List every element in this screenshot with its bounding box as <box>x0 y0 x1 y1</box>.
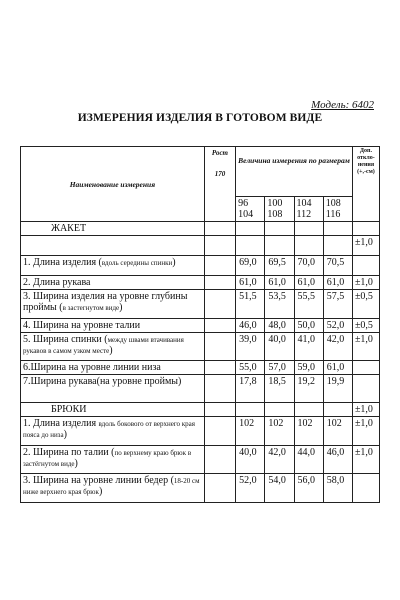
measurement-paren: ) <box>98 486 103 497</box>
measurement-note: вдоль бокового от верхнего края пояса до низа <box>23 420 196 439</box>
rost-cell <box>204 276 235 290</box>
size-measurement: 19,2 <box>294 375 323 403</box>
rost-cell <box>204 474 235 503</box>
size-value: 112 <box>296 209 312 220</box>
section-row <box>21 222 380 236</box>
size-measurement: 55,5 <box>294 290 323 319</box>
measurement-label: 1. Длина изделия <box>23 418 99 429</box>
table-body <box>21 222 380 503</box>
table-row <box>21 446 380 474</box>
size-measurement: 54,0 <box>265 474 294 503</box>
size-measurement: 102 <box>323 417 352 446</box>
table-row <box>21 319 380 333</box>
header-dop: Доп. откло-нения (+,-см) <box>352 147 379 222</box>
size-measurement: 53,5 <box>265 290 294 319</box>
size-measurement <box>294 236 323 256</box>
size-header-1 <box>265 197 294 222</box>
size-header-3 <box>323 197 352 222</box>
size-measurement: 46,0 <box>323 446 352 474</box>
measurement-name <box>21 333 205 361</box>
size-measurement: 50,0 <box>294 319 323 333</box>
size-value: 100 <box>267 198 283 209</box>
rost-cell <box>204 446 235 474</box>
measurement-name <box>21 222 205 236</box>
section-row <box>21 403 380 417</box>
tolerance-cell: ±1,0 <box>352 333 379 361</box>
size-measurement <box>294 403 323 417</box>
size-measurement: 18,5 <box>265 375 294 403</box>
size-measurement: 41,0 <box>294 333 323 361</box>
measurement-note: вдоль середины спинки <box>101 259 173 267</box>
size-measurement: 56,0 <box>294 474 323 503</box>
header-velichina: Величина измерения по размерам <box>236 147 353 197</box>
size-measurement: 51,5 <box>236 290 265 319</box>
size-measurement: 52,0 <box>236 474 265 503</box>
size-value: 104 <box>238 209 254 220</box>
measurement-name <box>21 319 205 333</box>
size-measurement: 69,5 <box>265 256 294 276</box>
size-value: 116 <box>325 209 341 220</box>
tolerance-cell: ±1,0 <box>352 417 379 446</box>
size-header-0 <box>236 197 265 222</box>
size-value: 96 <box>238 198 249 209</box>
rost-cell <box>204 290 235 319</box>
size-measurement: 40,0 <box>236 446 265 474</box>
measurement-note: по верхнему краю брюк в застёгнутом виде <box>23 449 192 468</box>
size-measurement <box>294 222 323 236</box>
measurement-label: 7.Ширина рукава(на уровне проймы) <box>23 376 182 387</box>
measurement-name <box>21 403 205 417</box>
size-measurement: 61,0 <box>236 276 265 290</box>
rost-cell <box>204 256 235 276</box>
rost-value: 170 <box>214 170 226 178</box>
size-measurement <box>236 403 265 417</box>
tolerance-cell <box>352 375 379 403</box>
rost-cell <box>204 222 235 236</box>
size-measurement: 52,0 <box>323 319 352 333</box>
size-measurement <box>323 403 352 417</box>
measurement-name <box>21 236 205 256</box>
table-header-row <box>21 147 380 197</box>
size-measurement <box>236 222 265 236</box>
rost-cell <box>204 236 235 256</box>
size-measurement: 69,0 <box>236 256 265 276</box>
tolerance-cell: ±1,0 <box>352 446 379 474</box>
table-row <box>21 361 380 375</box>
size-measurement: 102 <box>236 417 265 446</box>
measurement-name <box>21 276 205 290</box>
tolerance-cell: ±1,0 <box>352 236 379 256</box>
size-measurement: 42,0 <box>323 333 352 361</box>
size-measurement: 46,0 <box>236 319 265 333</box>
size-measurement: 55,0 <box>236 361 265 375</box>
size-measurement: 102 <box>265 417 294 446</box>
model-number: Модель: 6402 <box>311 99 374 111</box>
size-measurement: 39,0 <box>236 333 265 361</box>
size-value: 108 <box>325 198 341 209</box>
size-measurement: 70,0 <box>294 256 323 276</box>
table-row <box>21 256 380 276</box>
header-name: Наименование измерения <box>21 147 205 222</box>
size-value: 104 <box>296 198 312 209</box>
size-measurement: 57,0 <box>265 361 294 375</box>
size-measurement: 40,0 <box>265 333 294 361</box>
rost-label: Рост <box>211 149 228 157</box>
measurement-paren: ) <box>109 345 113 356</box>
size-measurement <box>265 403 294 417</box>
size-measurement <box>265 222 294 236</box>
tolerance-cell <box>352 222 379 236</box>
measurement-name <box>21 375 205 403</box>
table-row <box>21 375 380 403</box>
rost-cell <box>204 319 235 333</box>
size-measurement <box>236 236 265 256</box>
measurement-name <box>21 256 205 276</box>
measurement-paren: ) <box>63 429 67 440</box>
table-row <box>21 276 380 290</box>
size-measurement: 48,0 <box>265 319 294 333</box>
rost-cell <box>204 403 235 417</box>
table-row <box>21 236 380 256</box>
header-rost <box>204 147 235 222</box>
size-measurement: 42,0 <box>265 446 294 474</box>
table-row <box>21 474 380 503</box>
measurement-name <box>21 446 205 474</box>
size-measurement: 61,0 <box>265 276 294 290</box>
tolerance-cell: ±1,0 <box>352 276 379 290</box>
measurement-paren: ) <box>74 458 78 469</box>
table-row <box>21 290 380 319</box>
measurement-note: в застегнутом виде <box>62 304 120 312</box>
measurement-note: 18-20 см ниже верхнего края брюк <box>23 477 200 496</box>
measurement-label: 3. Ширина на уровне линии бедер ( <box>23 475 174 486</box>
size-measurement: 61,0 <box>323 361 352 375</box>
rost-cell <box>204 361 235 375</box>
rost-cell <box>204 333 235 361</box>
rost-cell <box>204 417 235 446</box>
tolerance-cell <box>352 361 379 375</box>
size-measurement: 59,0 <box>294 361 323 375</box>
size-measurement <box>323 236 352 256</box>
size-measurement <box>323 222 352 236</box>
tolerance-cell <box>352 256 379 276</box>
measurement-label: 6.Ширина на уровне линии низа <box>23 362 161 373</box>
tolerance-cell: ±0,5 <box>352 319 379 333</box>
measurement-note: между швами втачивания рукавов в самом узком месте <box>23 336 184 355</box>
size-measurement: 57,5 <box>323 290 352 319</box>
size-measurement: 17,8 <box>236 375 265 403</box>
measurement-label: 1. Длина изделия ( <box>23 257 102 268</box>
table-row <box>21 417 380 446</box>
size-measurement <box>265 236 294 256</box>
size-measurement: 102 <box>294 417 323 446</box>
tolerance-cell <box>352 474 379 503</box>
tolerance-cell: ±0,5 <box>352 290 379 319</box>
size-measurement: 61,0 <box>294 276 323 290</box>
measurement-name <box>21 361 205 375</box>
measurement-paren: ) <box>172 257 176 268</box>
measurement-label: 3. Ширина изделия на уровне глубины проймы ( <box>23 291 188 313</box>
size-measurement: 61,0 <box>323 276 352 290</box>
measurement-paren: ) <box>119 302 123 313</box>
size-value: 108 <box>267 209 283 220</box>
measurement-label: 2. Ширина по талии ( <box>23 447 115 458</box>
measurement-label: 2. Длина рукава <box>23 277 91 288</box>
size-measurement: 44,0 <box>294 446 323 474</box>
size-measurement: 19,9 <box>323 375 352 403</box>
rost-cell <box>204 375 235 403</box>
measurement-name <box>21 474 205 503</box>
measurement-label: БРЮКИ <box>51 404 87 415</box>
measurement-label: ЖАКЕТ <box>51 223 87 234</box>
measurement-label: 4. Ширина на уровне талии <box>23 320 141 331</box>
size-measurement: 58,0 <box>323 474 352 503</box>
table-row <box>21 333 380 361</box>
measurements-table <box>20 146 380 503</box>
measurement-name <box>21 417 205 446</box>
size-header-2 <box>294 197 323 222</box>
page-title: ИЗМЕРЕНИЯ ИЗДЕЛИЯ В ГОТОВОМ ВИДЕ <box>77 112 323 124</box>
tolerance-cell: ±1,0 <box>352 403 379 417</box>
measurement-name <box>21 290 205 319</box>
measurement-label: 5. Ширина спинки ( <box>23 334 108 345</box>
size-measurement: 70,5 <box>323 256 352 276</box>
